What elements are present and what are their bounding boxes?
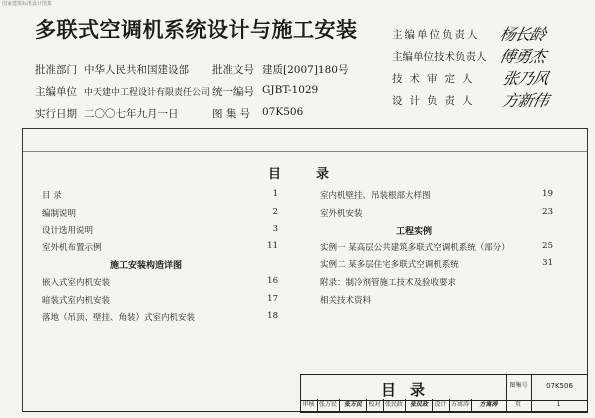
toc-left-page-4: 11 [267,241,278,251]
responsible-label-4: 设计负责人 [392,95,480,107]
tb-page-label: 页 [514,401,521,408]
toc-right-item-6[interactable]: 附录：制冷剂管施工技术及验收要求 [320,278,457,288]
tb-sep-7 [449,399,450,411]
toc-left-item-8[interactable]: 落地（吊顶、壁挂、角装）式室内机安装 [42,313,196,323]
tb-sep-4 [383,399,384,411]
atlas-no-label: 图 集 号 [212,108,251,120]
toc-right-section-heading: 工程实例 [396,227,433,237]
toc-right-page-4: 25 [542,241,553,251]
tb-check-label: 校对 [368,401,381,408]
tb-check-sig: 张民政 [409,401,428,408]
tb-sep-5 [405,399,406,411]
frame-bottom [22,411,587,412]
tb-design-name: 方寓涛 [450,401,469,408]
toc-heading-left: 目 [268,167,282,182]
approve-dept-value: 中华人民共和国建设部 [84,64,189,76]
header-divider-thin [22,151,587,152]
toc-left-item-4[interactable]: 室外机布置示例 [42,243,102,253]
toc-left-item-2[interactable]: 编制说明 [42,209,77,219]
toc-left-section-heading: 施工安装构造详图 [110,261,183,271]
toc-right-item-7[interactable]: 相关技术资料 [320,296,372,306]
toc-right-page-5: 31 [542,258,553,268]
impl-date-label: 实行日期 [35,108,77,120]
tb-review-label: 审核 [302,401,315,408]
toc-left-item-7[interactable]: 暗装式室内机安装 [42,296,111,306]
corner-note: 国家建筑标准设计图集 [2,1,53,7]
toc-left-item-1[interactable]: 目 录 [42,191,62,201]
tb-design-sig: 方寓涛 [479,401,498,408]
header-divider [22,128,587,129]
atlas-no-value: 07K506 [262,106,304,118]
toc-right-item-4[interactable]: 实例一 某高层公共建筑多联式空调机系统（部分） [320,243,510,253]
tb-sep-3 [366,399,367,411]
signature-2: 傅勇杰 [497,47,547,66]
toc-right-item-1[interactable]: 室内机壁挂、吊装根部大样图 [320,191,431,201]
toc-heading-right: 录 [316,167,330,182]
signature-3: 张乃风 [500,69,550,88]
toc-left-page-1: 1 [272,189,278,199]
toc-left-page-3: 3 [272,224,278,234]
approve-dept-label: 批准部门 [35,64,77,76]
tb-sep-2 [339,399,340,411]
host-unit-value: 中天建中工程设计有限责任公司 [84,88,211,98]
unified-no-value: GJBT-1029 [262,84,319,96]
unified-no-label: 统一编号 [212,86,254,98]
title-block-title: 目录 [381,381,440,399]
document-title: 多联式空调机系统设计与施工安装 [35,18,358,42]
tb-atlas-value: 07K506 [546,382,573,390]
tb-check-name: 张民政 [384,401,403,408]
tb-review-sig: 张万民 [343,401,362,408]
toc-right-page-1: 19 [542,189,553,199]
tb-sep-8 [471,399,472,411]
toc-right-page-2: 23 [542,207,553,217]
host-unit-label: 主编单位 [35,86,77,98]
tb-design-label: 设计 [434,401,447,408]
frame-right [587,128,588,412]
toc-right-item-5[interactable]: 实例二 某多层住宅多联式空调机系统 [320,260,459,270]
toc-left-page-8: 18 [267,311,278,321]
toc-right-item-2[interactable]: 室外机安装 [320,209,363,219]
signature-4: 方新伟 [500,91,550,110]
tb-sep-1 [317,399,318,411]
frame-left [22,128,23,412]
toc-left-item-3[interactable]: 设计选用说明 [42,226,94,236]
tb-review-name: 张万民 [318,401,337,408]
approve-no-value: 建质[2007]180号 [262,64,349,76]
signature-1: 杨长龄 [497,25,547,44]
approve-no-label: 批准文号 [212,64,254,76]
toc-left-item-6[interactable]: 嵌入式室内机安装 [42,278,111,288]
toc-left-page-7: 17 [267,294,278,304]
impl-date-value: 二〇〇七年九月一日 [84,108,179,120]
tb-atlas-label: 图集号 [509,382,528,389]
responsible-label-3: 技术审定人 [392,73,480,85]
responsible-label-1: 主编单位负责人 [392,29,480,41]
toc-left-page-2: 2 [272,207,278,217]
toc-left-page-6: 16 [267,276,278,286]
responsible-label-2: 主编单位技术负责人 [392,51,487,63]
tb-sep-6 [432,399,433,411]
tb-page-value: 1 [556,401,561,408]
